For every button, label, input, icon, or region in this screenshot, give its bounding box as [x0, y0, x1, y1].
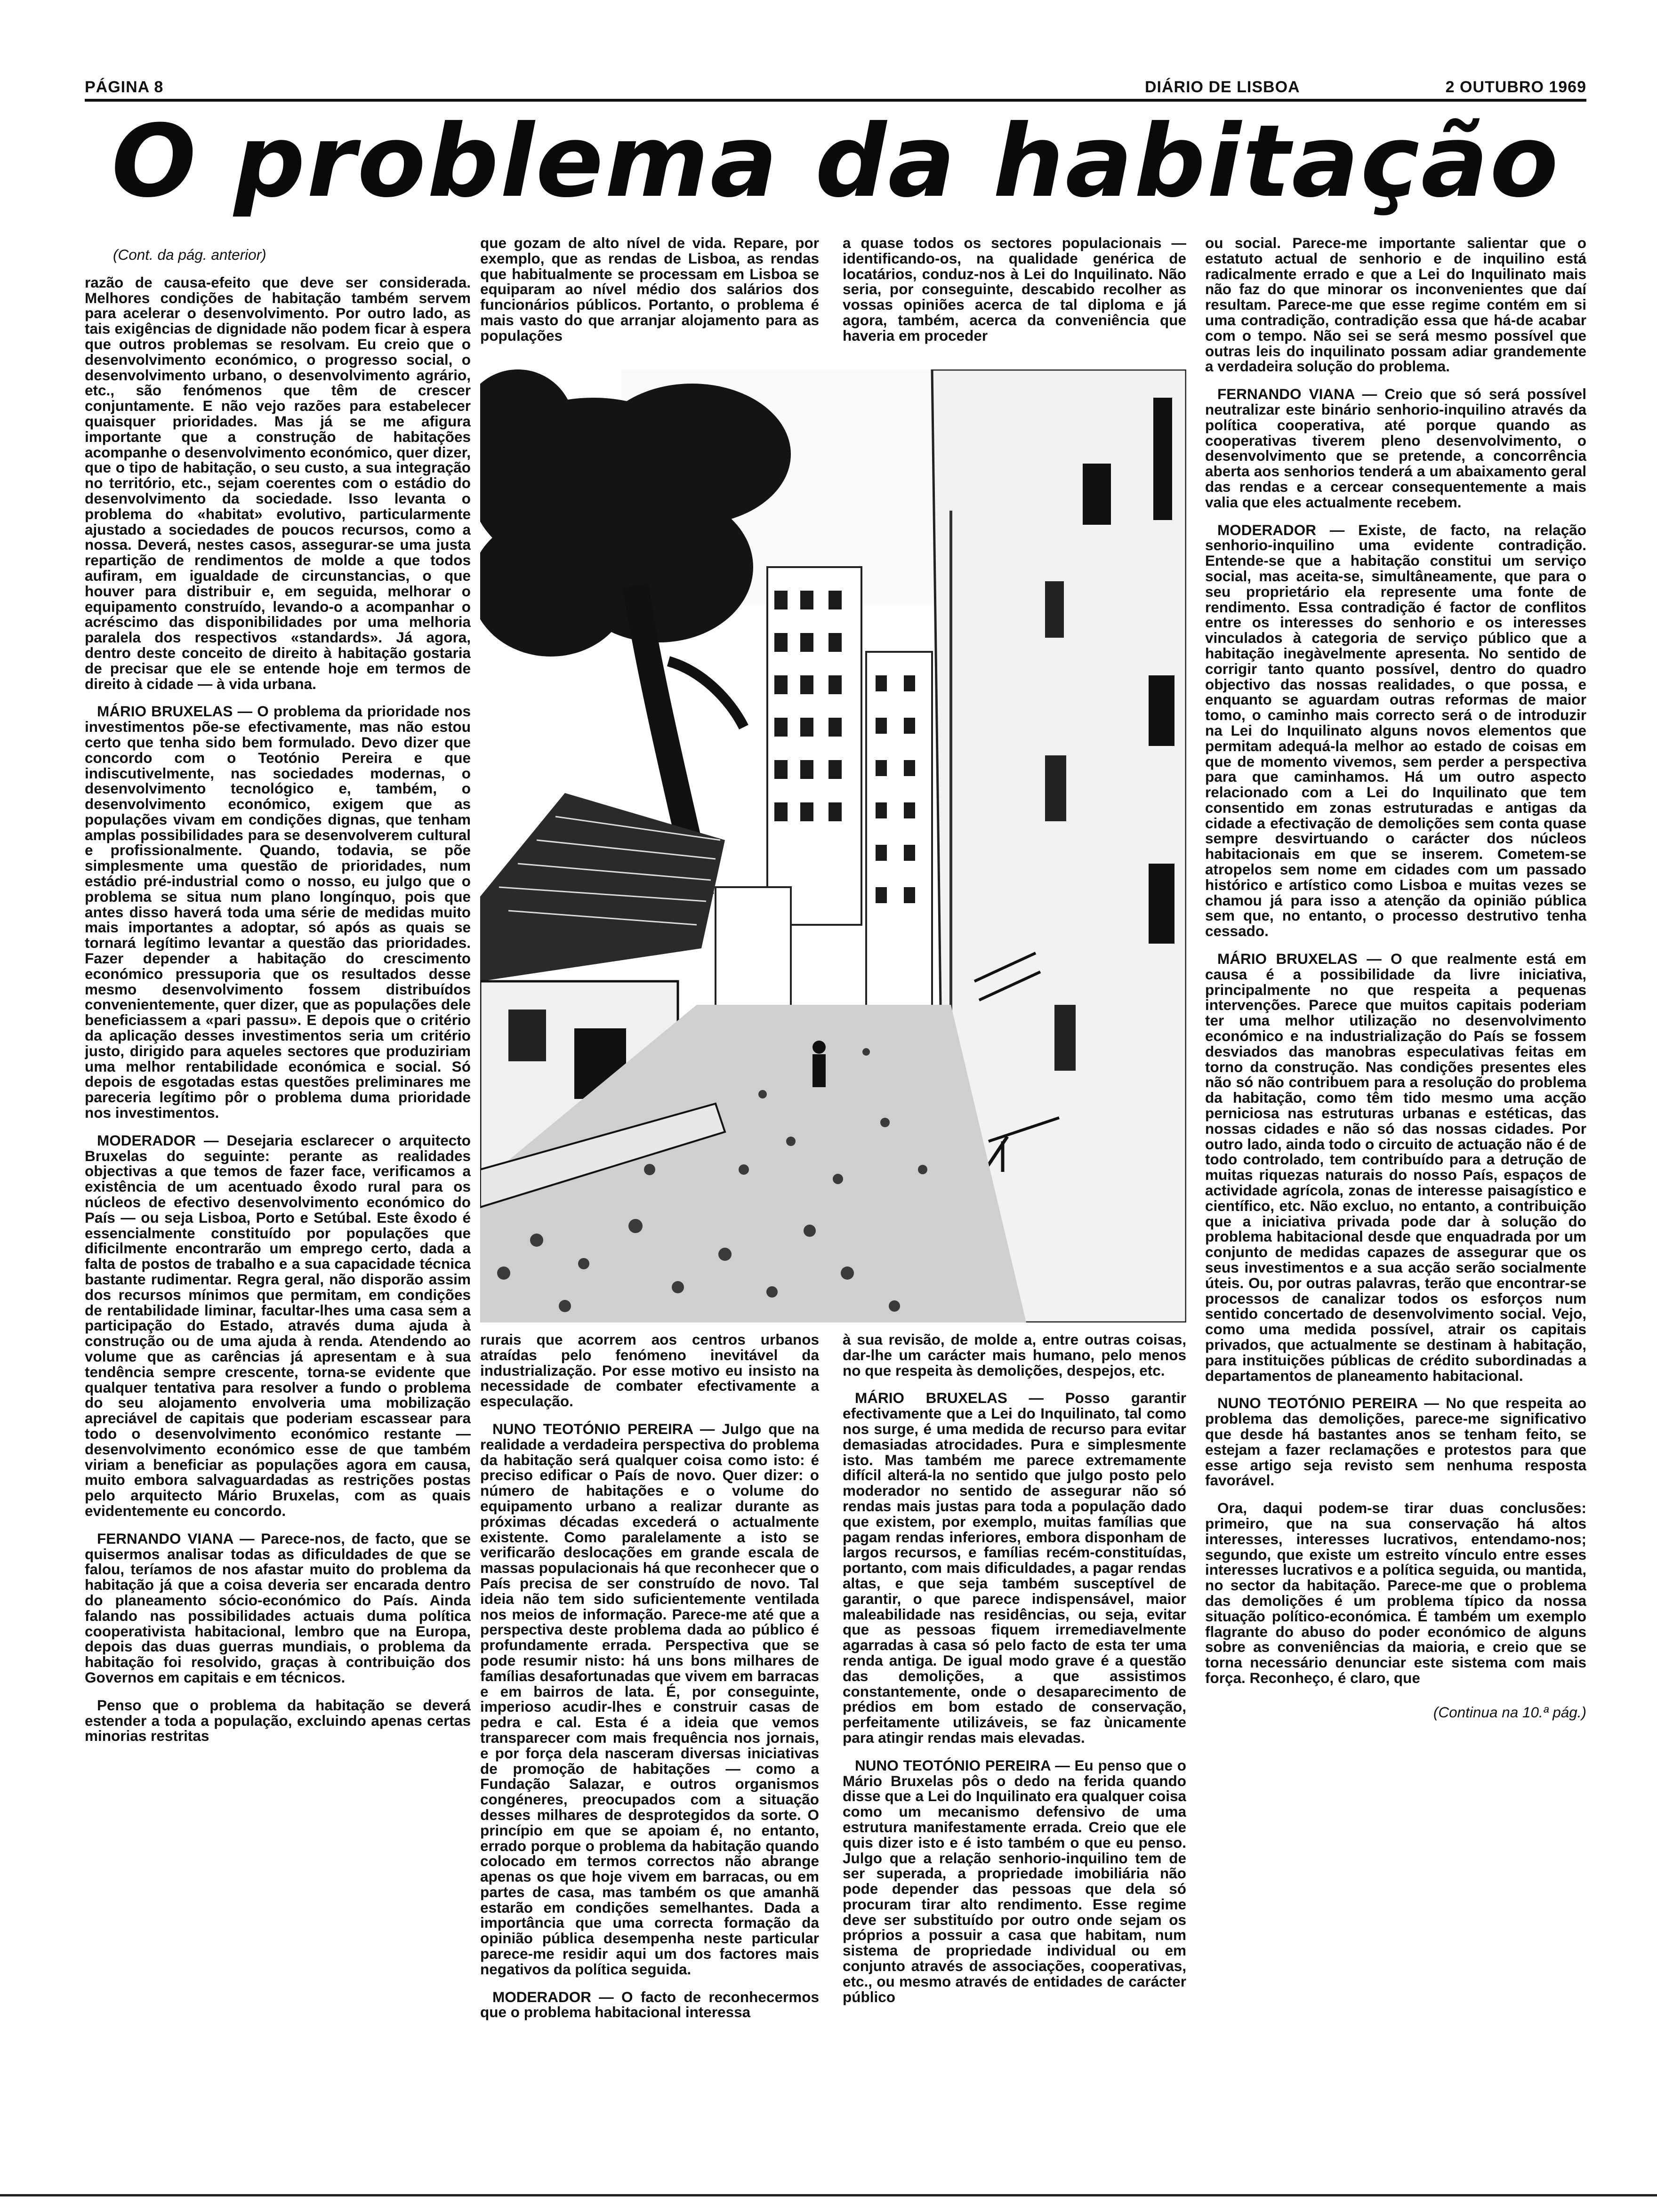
article-paragraph: à sua revisão, de molde a, entre outras coisas, dar-lhe um carácter mais humano, pelo menos no que respeita às demolições, despejos, etc.: [843, 1332, 1186, 1379]
article-paragraph: ou social. Parece-me importante salientar que o estatuto actual de senhorio e de inquilino está radicalmente errado e que a Lei do Inquilinato mais não faz do que minorar os inconvenientes que daí resultam. Parece-me que esse regime contém em si uma contradição, contradição essa que há-de acabar com o tempo. Não sei se será mesmo possível que outras leis do inquilinato possam adiar grandemente a verdadeira solução do problema.: [1205, 235, 1586, 375]
article-paragraph: MODERADOR — O facto de reconhecermos que o problema habitacional interessa: [480, 1988, 819, 2021]
article-paragraph: FERNANDO VIANA — Parece-nos, de facto, que se quisermos analisar todas as dificuldades de que se falou, teríamos de nos afastar muito do problema da habitação já que a coisa deveria ser encarada dentro do planeamento sócio-económico do País. Ainda falando nas possibilidades actuais duma política cooperativista habitacional, lembro que na Europa, depois das duas guerras mundiais, o problema da habitação foi resolvido, graças à contribuição dos Governos em capitais e em técnicos.: [85, 1530, 471, 1686]
bottom-rule: [0, 2194, 1657, 2196]
masthead: [85, 74, 1586, 96]
street-photo-drawing: [480, 369, 1186, 1322]
article-paragraph: FERNANDO VIANA — Creio que só será possível neutralizar este binário senhorio-inquilino através da política cooperativa, até porque quando as cooperativas tiverem pleno desenvolvimento, o desenvolvimento que se pretende, a concorrência aberta aos senhorios tenderá a um abaixamento geral das rendas e a cercear consequentemente a mais valia que eles actualmente recebem.: [1205, 385, 1586, 511]
article-paragraph: Ora, daqui podem-se tirar duas conclusões: primeiro, que na sua conservação há altos interesses, interesses lucrativos, entendamo-nos; segundo, que existe um estreito vínculo entre esses interesses lucrativos e a política seguida, ou mantida, no sector da habitação. Parece-me que o problema das demolições é um problema típico da nossa situação político-económica. É também um exemplo flagrante do abuso do poder económico de alguns sobre as conveniências da maioria, e creio que se torna necessário denunciar este sistema com mais força. Reconheço, é claro, que: [1205, 1499, 1586, 1686]
article-paragraph: MÁRIO BRUXELAS — O problema da prioridade nos investimentos põe-se efectivamente, mas não estou certo que tenha sido bem formulado. Devo dizer que concordo com o Teotónio Pereira e que indiscutivelmente, nas sociedades modernas, o desenvolvimento tecnológico e, também, o desenvolvimento económico, exigem que as populações vivam em condições dignas, que tenham amplas possibilidades para se desenvolverem cultural e profissionalmente. Quando, todavia, se põe simplesmente uma questão de prioridades, num estádio pré-industrial como o nosso, eu julgo que o problema se situa num plano longínquo, pois que antes disso haverá toda uma série de medidas muito mais importantes a adoptar, só após as quais se tornará legítimo levantar a questão das prioridades. Fazer depender a habitação do crescimento económico pressuporia que os resultados desse mesmo desenvolvimento fossem distribuídos convenientemente, quer dizer, que as populações dele beneficiassem a «pari passu». E depois que o critério da aplicação desses investimentos seria um critério justo, dirigido para aqueles sectores que produziriam uma melhor rentabilidade económica e social. Só depois de esgotadas estas questões preliminares me pareceria legítimo pôr o problema duma prioridade nos investimentos.: [85, 703, 471, 1122]
article-paragraph: que gozam de alto nível de vida. Repare, por exemplo, que as rendas de Lisboa, as rendas que habitualmente se processam em Lisboa se equiparam ao nível médio dos salários dos funcionários públicos. Portanto, o problema é mais vasto do que arranjar alojamento para as populações: [480, 235, 819, 344]
street-photo: [480, 369, 1186, 1322]
continued-on-note: (Continua na 10.ª pág.): [1433, 1703, 1586, 1721]
person-figure: [812, 1041, 826, 1087]
issue-date: 2 OUTUBRO 1969: [1445, 78, 1586, 96]
column-2-top: [480, 235, 819, 367]
headline: O problema da habitação: [111, 103, 1560, 219]
page-number: PÁGINA 8: [85, 78, 164, 96]
newspaper-name: DIÁRIO DE LISBOA: [1145, 78, 1300, 96]
continued-from-note: (Cont. da pág. anterior): [113, 247, 266, 263]
column-2-bottom: [480, 1332, 819, 2094]
column-3-bottom: [843, 1332, 1186, 2094]
column-1: [85, 247, 471, 2097]
article-paragraph: rurais que acorrem aos centros urbanos atraídas pelo fenómeno inevitável da industrialização. Por esse motivo eu insisto na necessidade de combater efectivamente a especulação.: [480, 1332, 819, 1410]
article-paragraph: MODERADOR — Existe, de facto, na relação senhorio-inquilino uma evidente contradição. Entende-se que a habitação constitui um serviço social, mas aceita-se, simultâneamente, que para o seu proprietário ela represente uma fonte de rendimento. Essa contradição é factor de conflitos entre os interesses do senhorio e os interesses vinculados à categoria de serviço público que a habitação inegàvelmente apresenta. No sentido de corrigir tanto quanto possível, dentro do quadro objectivo das nossas realidades, o que possa, e enquanto se aguardam outras reformas de maior tomo, o caminho mais correcto será o de introduzir na Lei do Inquilinato alguns novos elementos que permitam adequá-la melhor ao estado de coisas em que de momento vivemos, sem perder a perspectiva para que caminhamos. Há um outro aspecto relacionado com a Lei do Inquilinato que tem consentido em zonas estruturadas e antigas da cidade a efectivação de demolições sem conta quase sempre desvirtuando o carácter dos núcleos habitacionais em que se inserem. Cometem-se atropelos sem nome em cidades com um passado histórico e artístico como Lisboa e muitas vezes se chamou já para isso a atenção da opinião pública sem que, no entanto, o processo destrutivo tenha cessado.: [1205, 521, 1586, 940]
article-paragraph: MÁRIO BRUXELAS — O que realmente está em causa é a possibilidade da livre iniciativa, principalmente no que respeita a pequenas intervenções. Parece que muitos capitais poderiam ter uma melhor utilização no desenvolvimento económico e na industrialização do País se fossem desviados das manobras especulativas feitas em torno da construção. Nas condições presentes eles não só não contribuem para a resolução do problema da habitação, como têm tido mesmo uma acção perniciosa nas estruturas urbanas e estéticas, das nossas cidades e não só das nossas cidades. Por outro lado, ainda todo o circuito de actuação não é de todo controlado, tem contribuído para a detrução de muitas riquezas naturais do nosso País, espaços de actividade agrícola, zonas de interesse paisagístico e científico, etc. Não excluo, no entanto, a contribuição que a iniciativa privada pode dar à solução do problema habitacional desde que enquadrada por um conjunto de medidas capazes de assegurar que os seus investimentos e a sua acção serão socialmente úteis. Ou, por outras palavras, terão que encontrar-se processos de canalizar todos os esforços num sentido concertado de desenvolvimento social. Vejo, como uma medida possível, atrair os capitais privados, que actualmente se destinam à habitação, para instituições públicas de crédito subordinadas a departamentos de planeamento habitacional.: [1205, 950, 1586, 1384]
article-paragraph: Penso que o problema da habitação se deverá estender a toda a população, excluindo apenas certas minorias restritas: [85, 1696, 471, 1745]
article-paragraph: razão de causa-efeito que deve ser considerada. Melhores condições de habitação também servem para acelerar o desenvolvimento. Por outro lado, as tais exigências de dignidade não podem ficar à espera que outros problemas se resolvam. Eu creio que o desenvolvimento económico, o progresso social, o desenvolvimento urbano, o desenvolvimento agrário, etc., são fenómenos que têm de crescer conjuntamente. E não vejo razões para estabelecer quaisquer prioridades. Mas já se me afigura importante que a construção de habitações acompanhe o desenvolvimento económico, quer dizer, que o tipo de habitação, o seu custo, a sua integração no território, etc., sejam coerentes com o estádio do desenvolvimento da sociedade. Isso levanta o problema do «habitat» evolutivo, particularmente ajustado a sociedades de poucos recursos, como a nossa. Deverá, nestes casos, assegurar-se uma justa repartição de rendimentos de molde a que todos aufiram, em igualdade de circunstancias, o que houver para distribuir e, em seguida, melhorar o equipamento construído, levando-o a acompanhar o acréscimo das disponibilidades por uma melhoria paralela dos respectivos «standards». Já agora, dentro deste conceito de direito à habitação gostaria de precisar que ele se entende hoje em termos de direito à cidade — à vida urbana.: [85, 273, 471, 692]
masthead-rule: [85, 99, 1586, 102]
column-3-top: [843, 235, 1186, 367]
article-paragraph: NUNO TEOTÓNIO PEREIRA — Julgo que na realidade a verdadeira perspectiva do problema da habitação será qualquer coisa como isto: é preciso edificar o País de novo. Quer dizer: o número de habitações e o volume do equipamento urbano a realizar durante as próximas décadas excederá o actualmente existente. Como paralelamente a isto se verificarão deslocações em grande escala de massas populacionais há que reconhecer que o País precisa de ser construído de novo. Tal ideia não tem sido suficientemente ventilada nos meios de informação. Parece-me até que a perspectiva deste problema dada ao público é profundamente errada. Perspectiva que se pode resumir nisto: há uns bons milhares de famílias desafortunadas que vivem em barracas e em bairros de lata. É, por conseguinte, imperioso acudir-lhes e construir casas de pedra e cal. Esta é a ideia que vemos transparecer com mais frequência nos jornais, e por força dela nasceram diversas iniciativas de promoção de habitações — como a Fundação Salazar, e outros organismos congéneres, preocupados com a situação desses milhares de desprotegidos da sorte. O princípio em que se apoiam é, no entanto, errado porque o problema da habitação quando colocado em termos correctos não abrange apenas os que hoje vivem em barracas, ou em partes de casa, mas também os que amanhã estarão em condições semelhantes. Dada a importância que uma correcta formação da opinião pública desempenha neste particular parece-me residir aqui um dos factores mais negativos da política seguida.: [480, 1420, 819, 1978]
article-paragraph: NUNO TEOTÓNIO PEREIRA — Eu penso que o Mário Bruxelas pôs o dedo na ferida quando disse que a Lei do Inquilinato era qualquer coisa como um mecanismo defensivo de uma estrutura manifestamente errada. Creio que ele quis dizer isto e é isto também o que eu penso. Julgo que a relação senhorio-inquilino tem de ser superada, a propriedade imobiliária não pode depender das pessoas que dela só procuram tirar alto rendimento. Esse regime deve ser substituído por outro onde sejam os próprios a possuir a casa que habitam, num sistema de propriedade individual ou em conjunto através de associações, cooperativas, etc., ou mesmo através de entidades de carácter público: [843, 1756, 1186, 2005]
article-paragraph: NUNO TEOTÓNIO PEREIRA — No que respeita ao problema das demolições, parece-me significativo que desde há bastantes anos se tenham feito, se estejam a fazer reclamações e protestos para que esse artigo seja revisto sem nenhuma resposta favorável.: [1205, 1395, 1586, 1489]
article-paragraph: MODERADOR — Desejaria esclarecer o arquitecto Bruxelas do seguinte: perante as realidades objectivas a que temos de fazer face, verificamos a existência de um acentuado êxodo rural para os núcleos de efectivo desenvolvimento económico do País — ou seja Lisboa, Porto e Setúbal. Este êxodo é essencialmente constituído por populações que dificilmente encontrarão um emprego certo, dada a falta de postos de trabalho e a sua capacidade técnica bastante rudimentar. Regra geral, não disporão assim dos recursos mínimos que permitam, em condições de rentabilidade liminar, facultar-lhes uma casa sem a participação do Estado, através duma ajuda à construção ou de uma ajuda à renda. Atendendo ao volume que as carências já apresentam e à sua tendência sempre crescente, torna-se evidente que qualquer tentativa para resolver a fundo o problema do seu alojamento envolveria uma mobilização apreciável de capitais que poderiam escassear para todo o desenvolvimento económico restante — desenvolvimento económico esse de que também viriam a beneficiar as populações agora em causa, muito embora salvaguardadas as restrições postas pelo arquitecto Mário Bruxelas, com as quais evidentemente eu concordo.: [85, 1131, 471, 1519]
tall-building-left: [767, 567, 861, 925]
column-4: [1205, 235, 1586, 2099]
article-paragraph: a quase todos os sectores populacionais — identificando-os, na qualidade genérica de locatários, conduz-nos à Lei do Inquilinato. Não seria, por conseguinte, descabido recolher as vossas opiniões acerca de tal diploma e já agora, também, acerca da conveniência que haveria em proceder: [843, 235, 1186, 344]
article-paragraph: MÁRIO BRUXELAS — Posso garantir efectivamente que a Lei do Inquilinato, tal como nos surge, é uma medida de recurso para evitar demasiadas atrocidades. Pura e simplesmente isto. Mas também me parece extremamente difícil alterá-la no sentido que julgo posto pelo moderador no sentido de assegurar não só rendas mais justas para toda a população dado que existem, por exemplo, muitas famílias que pagam rendas inferiores, embora disponham de largos recursos, e famílias recém-constituídas, portanto, com mais dificuldades, a pagar rendas altas, e que seja também susceptível de garantir, o que parece indispensável, maior maleabilidade nas residências, ou seja, evitar que as pessoas fiquem irremediavelmente agarradas à casa só pelo facto de esta ter uma renda antiga. De igual modo grave é a questão das demolições, a que assistimos constantemente, onde o desaparecimento de prédios em bom estado de conservação, perfeitamente utilizáveis, se faz ùnicamente para atingir rendas mais elevadas.: [843, 1389, 1186, 1746]
